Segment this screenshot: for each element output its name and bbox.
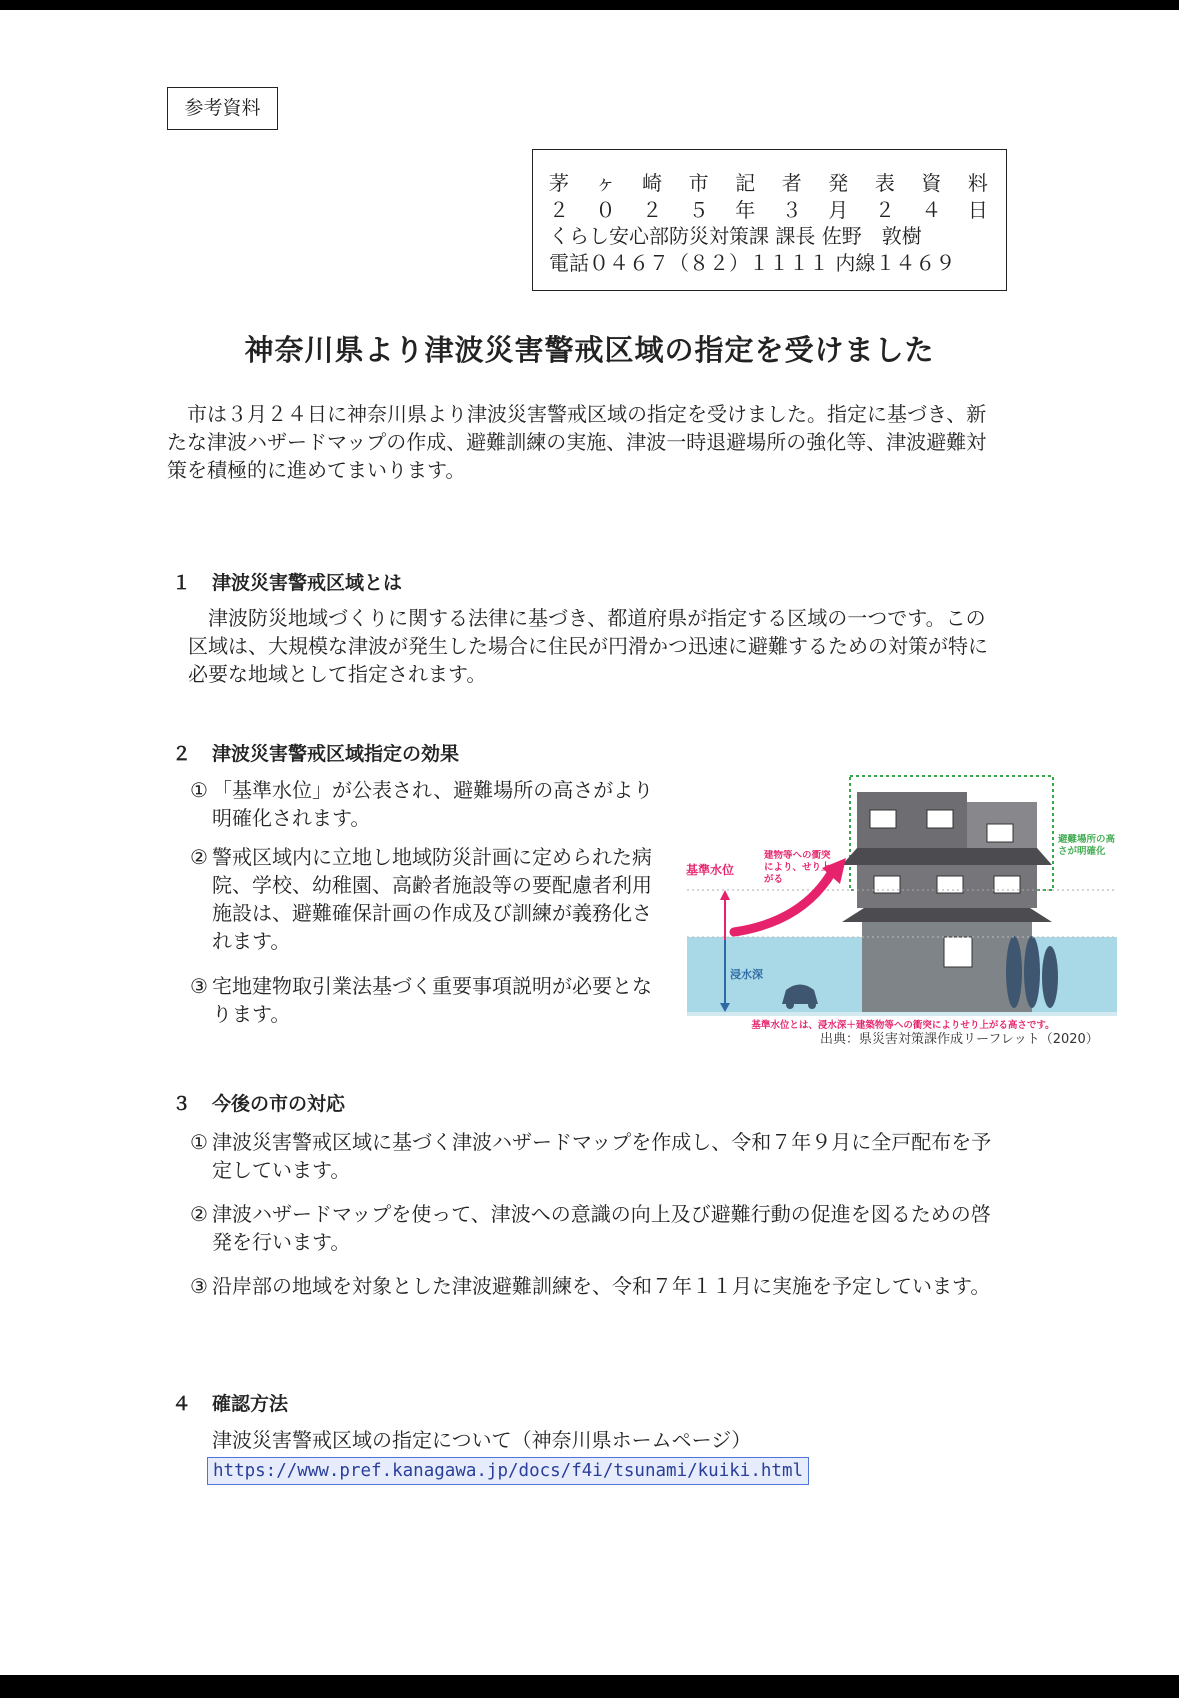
press-char: 茅 <box>549 171 569 195</box>
item-text: 「基準水位」が公表され、避難場所の高さがより明確化されます。 <box>212 778 654 830</box>
press-issuer-line <box>549 170 988 197</box>
window <box>987 824 1013 842</box>
item-text: 津波災害警戒区域に基づく津波ハザードマップを作成し、令和７年９月に全戸配布を予定しています。 <box>212 1130 992 1182</box>
item-number: ② <box>190 845 208 869</box>
press-char: 者 <box>781 171 802 195</box>
press-release-info-box <box>532 149 1007 291</box>
effect-item-3 <box>190 972 670 1028</box>
shelter-label-wrap <box>1058 834 1122 884</box>
reference-material-label: 参考資料 <box>167 87 278 130</box>
press-char: 料 <box>967 171 988 195</box>
ground-line <box>687 1012 1117 1016</box>
item-number: ③ <box>190 974 208 998</box>
top-black-bar <box>0 0 1179 10</box>
window <box>927 810 953 828</box>
press-char: 表 <box>874 171 895 195</box>
standard-level-label: 基準水位 <box>686 863 735 877</box>
section-number: １ <box>172 572 192 594</box>
shelter-label: 避難場所の高さが明確化 <box>1058 834 1116 857</box>
press-char: ５ <box>688 197 709 222</box>
press-char: 発 <box>828 171 849 195</box>
kanagawa-tsunami-zone-link[interactable]: https://www.pref.kanagawa.jp/docs/f4i/tsunami/kuiki.html <box>207 1457 809 1485</box>
depth-label: 浸水深 <box>730 968 763 981</box>
figure-credit: 出典：県災害対策課作成リーフレット（2020） <box>820 1032 1099 1047</box>
section-title: 津波災害警戒区域指定の効果 <box>212 743 460 765</box>
press-char: 資 <box>921 171 942 195</box>
effect-item-1 <box>190 776 670 832</box>
tree <box>1006 936 1022 1008</box>
press-char: ヶ <box>595 171 616 195</box>
press-date-line <box>549 197 988 224</box>
intro-paragraph: 市は３月２４日に神奈川県より津波災害警戒区域の指定を受けました。指定に基づき、新たな津波ハザードマップの作成、避難訓練の実施、津波一時退避場所の強化等、津波避難対策を積極的に進めてまいります。 <box>167 402 987 482</box>
window <box>870 810 896 828</box>
impact-label: 建物等への衝突により、せり上がる <box>764 850 831 885</box>
section-1-heading <box>172 568 402 595</box>
action-item-1 <box>190 1128 1002 1184</box>
section-number: ２ <box>172 743 192 765</box>
section-3-heading <box>172 1089 345 1116</box>
tree <box>1024 936 1040 1008</box>
building-eaves <box>842 908 1052 922</box>
tsunami-reference-water-level-figure <box>682 772 1124 1040</box>
item-number: ② <box>190 1202 208 1226</box>
item-text: 津波ハザードマップを使って、津波への意識の向上及び避難行動の促進を図るための啓発を行います。 <box>212 1202 991 1254</box>
bottom-black-bar <box>0 1675 1179 1698</box>
section-title: 今後の市の対応 <box>212 1093 346 1115</box>
press-char: 日 <box>967 197 988 222</box>
section-4-body: 津波災害警戒区域の指定について（神奈川県ホームページ） <box>212 1428 752 1452</box>
action-item-2 <box>190 1200 1002 1256</box>
press-department-line: くらし安心部防災対策課 課長 佐野 敦樹 <box>549 224 922 248</box>
press-char: ４ <box>921 197 942 222</box>
press-char: ２ <box>642 197 663 222</box>
item-number: ① <box>190 1130 208 1154</box>
car-wheel <box>808 1001 816 1009</box>
window <box>944 937 972 967</box>
section-number: ４ <box>172 1393 192 1415</box>
effect-item-2 <box>190 843 670 955</box>
item-text: 警戒区域内に立地し地域防災計画に定められた病院、学校、幼稚園、高齢者施設等の要配慮者利用施設は、避難確保計画の作成及び訓練が義務化されます。 <box>212 845 652 953</box>
section-title: 津波災害警戒区域とは <box>212 572 403 594</box>
figure-caption: 基準水位とは、浸水深＋建築物等への衝突によりせり上がる高さです。 <box>751 1020 1055 1031</box>
window <box>937 876 963 893</box>
impact-label-wrap <box>764 850 834 900</box>
item-text: 宅地建物取引業法基づく重要事項説明が必要となります。 <box>212 974 652 1026</box>
press-char: 崎 <box>642 171 663 195</box>
section-4-heading <box>172 1389 288 1416</box>
section-2-heading <box>172 739 459 766</box>
section-number: ３ <box>172 1093 192 1115</box>
arrow-head-icon <box>720 890 730 900</box>
press-phone-line: 電話０４６７（８２）１１１１ 内線１４６９ <box>549 250 956 275</box>
press-char: 市 <box>688 171 709 195</box>
press-char: ２ <box>874 197 895 222</box>
action-item-3 <box>190 1272 1002 1300</box>
press-char: 記 <box>735 171 756 195</box>
item-number: ① <box>190 778 208 802</box>
press-char: ２ <box>549 197 569 222</box>
section-1-body: 津波防災地域づくりに関する法律に基づき、都道府県が指定する区域の一つです。この区域は、大規模な津波が発生した場合に住民が円滑かつ迅速に避難するための対策が特に必要な地域として指定されます。 <box>188 606 988 686</box>
press-char: 月 <box>828 197 849 222</box>
press-char: ３ <box>781 197 802 222</box>
press-char: ０ <box>595 197 616 222</box>
item-number: ③ <box>190 1274 208 1298</box>
building-roof <box>842 848 1052 865</box>
car-wheel <box>786 1001 794 1009</box>
page-title: 神奈川県より津波災害警戒区域の指定を受けました <box>244 333 935 367</box>
tree <box>1042 946 1058 1008</box>
section-title: 確認方法 <box>212 1393 289 1415</box>
press-char: 年 <box>735 197 756 222</box>
item-text: 沿岸部の地域を対象とした津波避難訓練を、令和７年１１月に実施を予定しています。 <box>212 1274 991 1298</box>
